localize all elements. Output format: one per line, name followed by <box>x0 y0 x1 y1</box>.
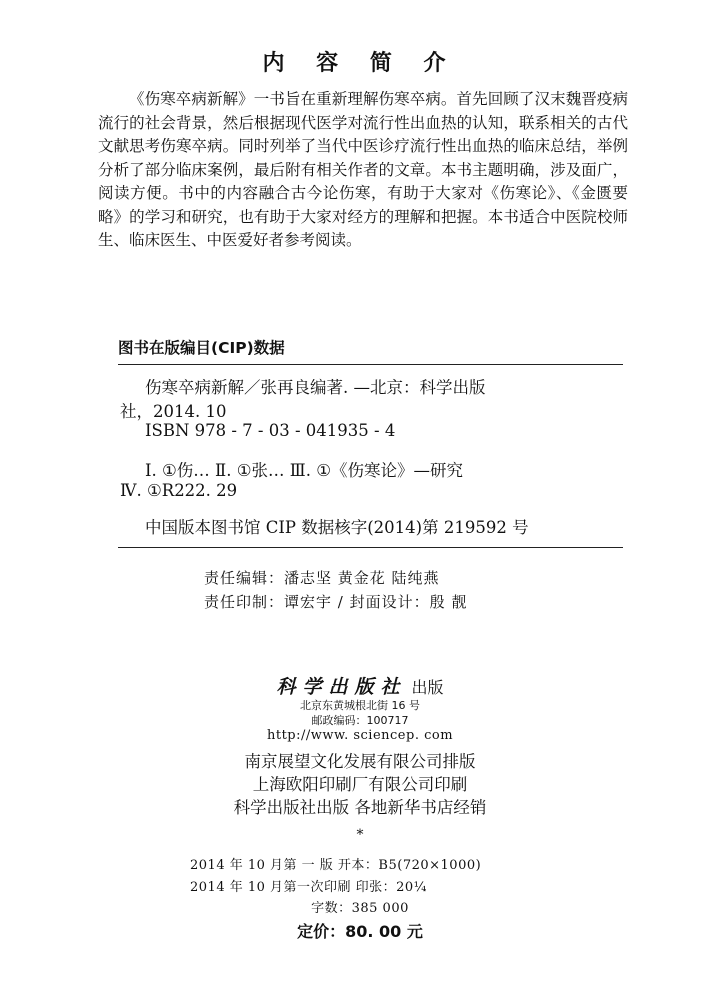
cip-top-rule <box>118 364 623 365</box>
publisher-suffix: 出版 <box>411 678 444 697</box>
edition-info: 2014 年 10 月第 一 版 开本：B5(720×1000) <box>190 858 482 873</box>
word-count: 字数：385 000 <box>311 901 409 916</box>
responsible-editors: 责任编辑：潘志坚 黄金花 陆纯燕 <box>204 569 440 587</box>
printing-info: 2014 年 10 月第一次印刷 印张：20¼ <box>190 880 427 895</box>
summary-paragraph: 《伤寒卒病新解》一书旨在重新理解伤寒卒病。首先回顾了汉末魏晋疫病流行的社会背景，然后根据现代医学对流行性出血热的认知，联系相关的古代文献思考伤寒卒病。同时列举了当代中医诊疗流行性出血热的临床总结，举例分析了部分临床案例，最后附有相关作者的文章。本书主题明确，涉及面广，阅读方便。书中的内容融合古今论伤寒，有助于大家对《伤寒论》、《金匮要略》的学习和研究，也有助于大家对经方的理解和把握。本书适合中医院校师生、临床医生、中医爱好者参考阅读。 <box>98 90 628 249</box>
cip-classification-2: Ⅳ. ①R222. 29 <box>120 481 238 500</box>
page-title: 内 容 简 介 <box>262 51 458 76</box>
cip-heading: 图书在版编目(CIP)数据 <box>118 339 285 357</box>
publisher-url: http://www. sciencep. com <box>266 728 454 743</box>
cip-bottom-rule <box>118 547 623 548</box>
cip-title-line: 伤寒卒病新解／张再良编著. —北京：科学出版 <box>145 378 486 397</box>
publisher-line <box>0 672 720 699</box>
printer: 上海欧阳印刷厂有限公司印刷 <box>252 775 468 794</box>
publisher-address: 北京东黄城根北街 16 号 <box>300 699 420 712</box>
summary-section <box>98 88 628 253</box>
typesetter: 南京展望文化发展有限公司排版 <box>244 752 476 771</box>
print-and-cover-design: 责任印制：谭宏宇 / 封面设计：殷 靓 <box>204 593 468 611</box>
cip-verification: 中国版本图书馆 CIP 数据核字(2014)第 219592 号 <box>145 518 529 537</box>
separator-star: * <box>356 827 364 843</box>
cip-classification-1: Ⅰ. ①伤… Ⅱ. ①张… Ⅲ. ①《伤寒论》—研究 <box>145 461 463 480</box>
distributor: 科学出版社出版 各地新华书店经销 <box>233 798 487 817</box>
publisher-postcode: 邮政编码：100717 <box>311 714 409 727</box>
price: 定价：80. 00 元 <box>297 922 423 941</box>
cip-isbn: ISBN 978 - 7 - 03 - 041935 - 4 <box>145 421 396 440</box>
publisher-logo: 科学出版社 <box>276 676 407 698</box>
cip-date-line: 社，2014. 10 <box>120 402 227 421</box>
